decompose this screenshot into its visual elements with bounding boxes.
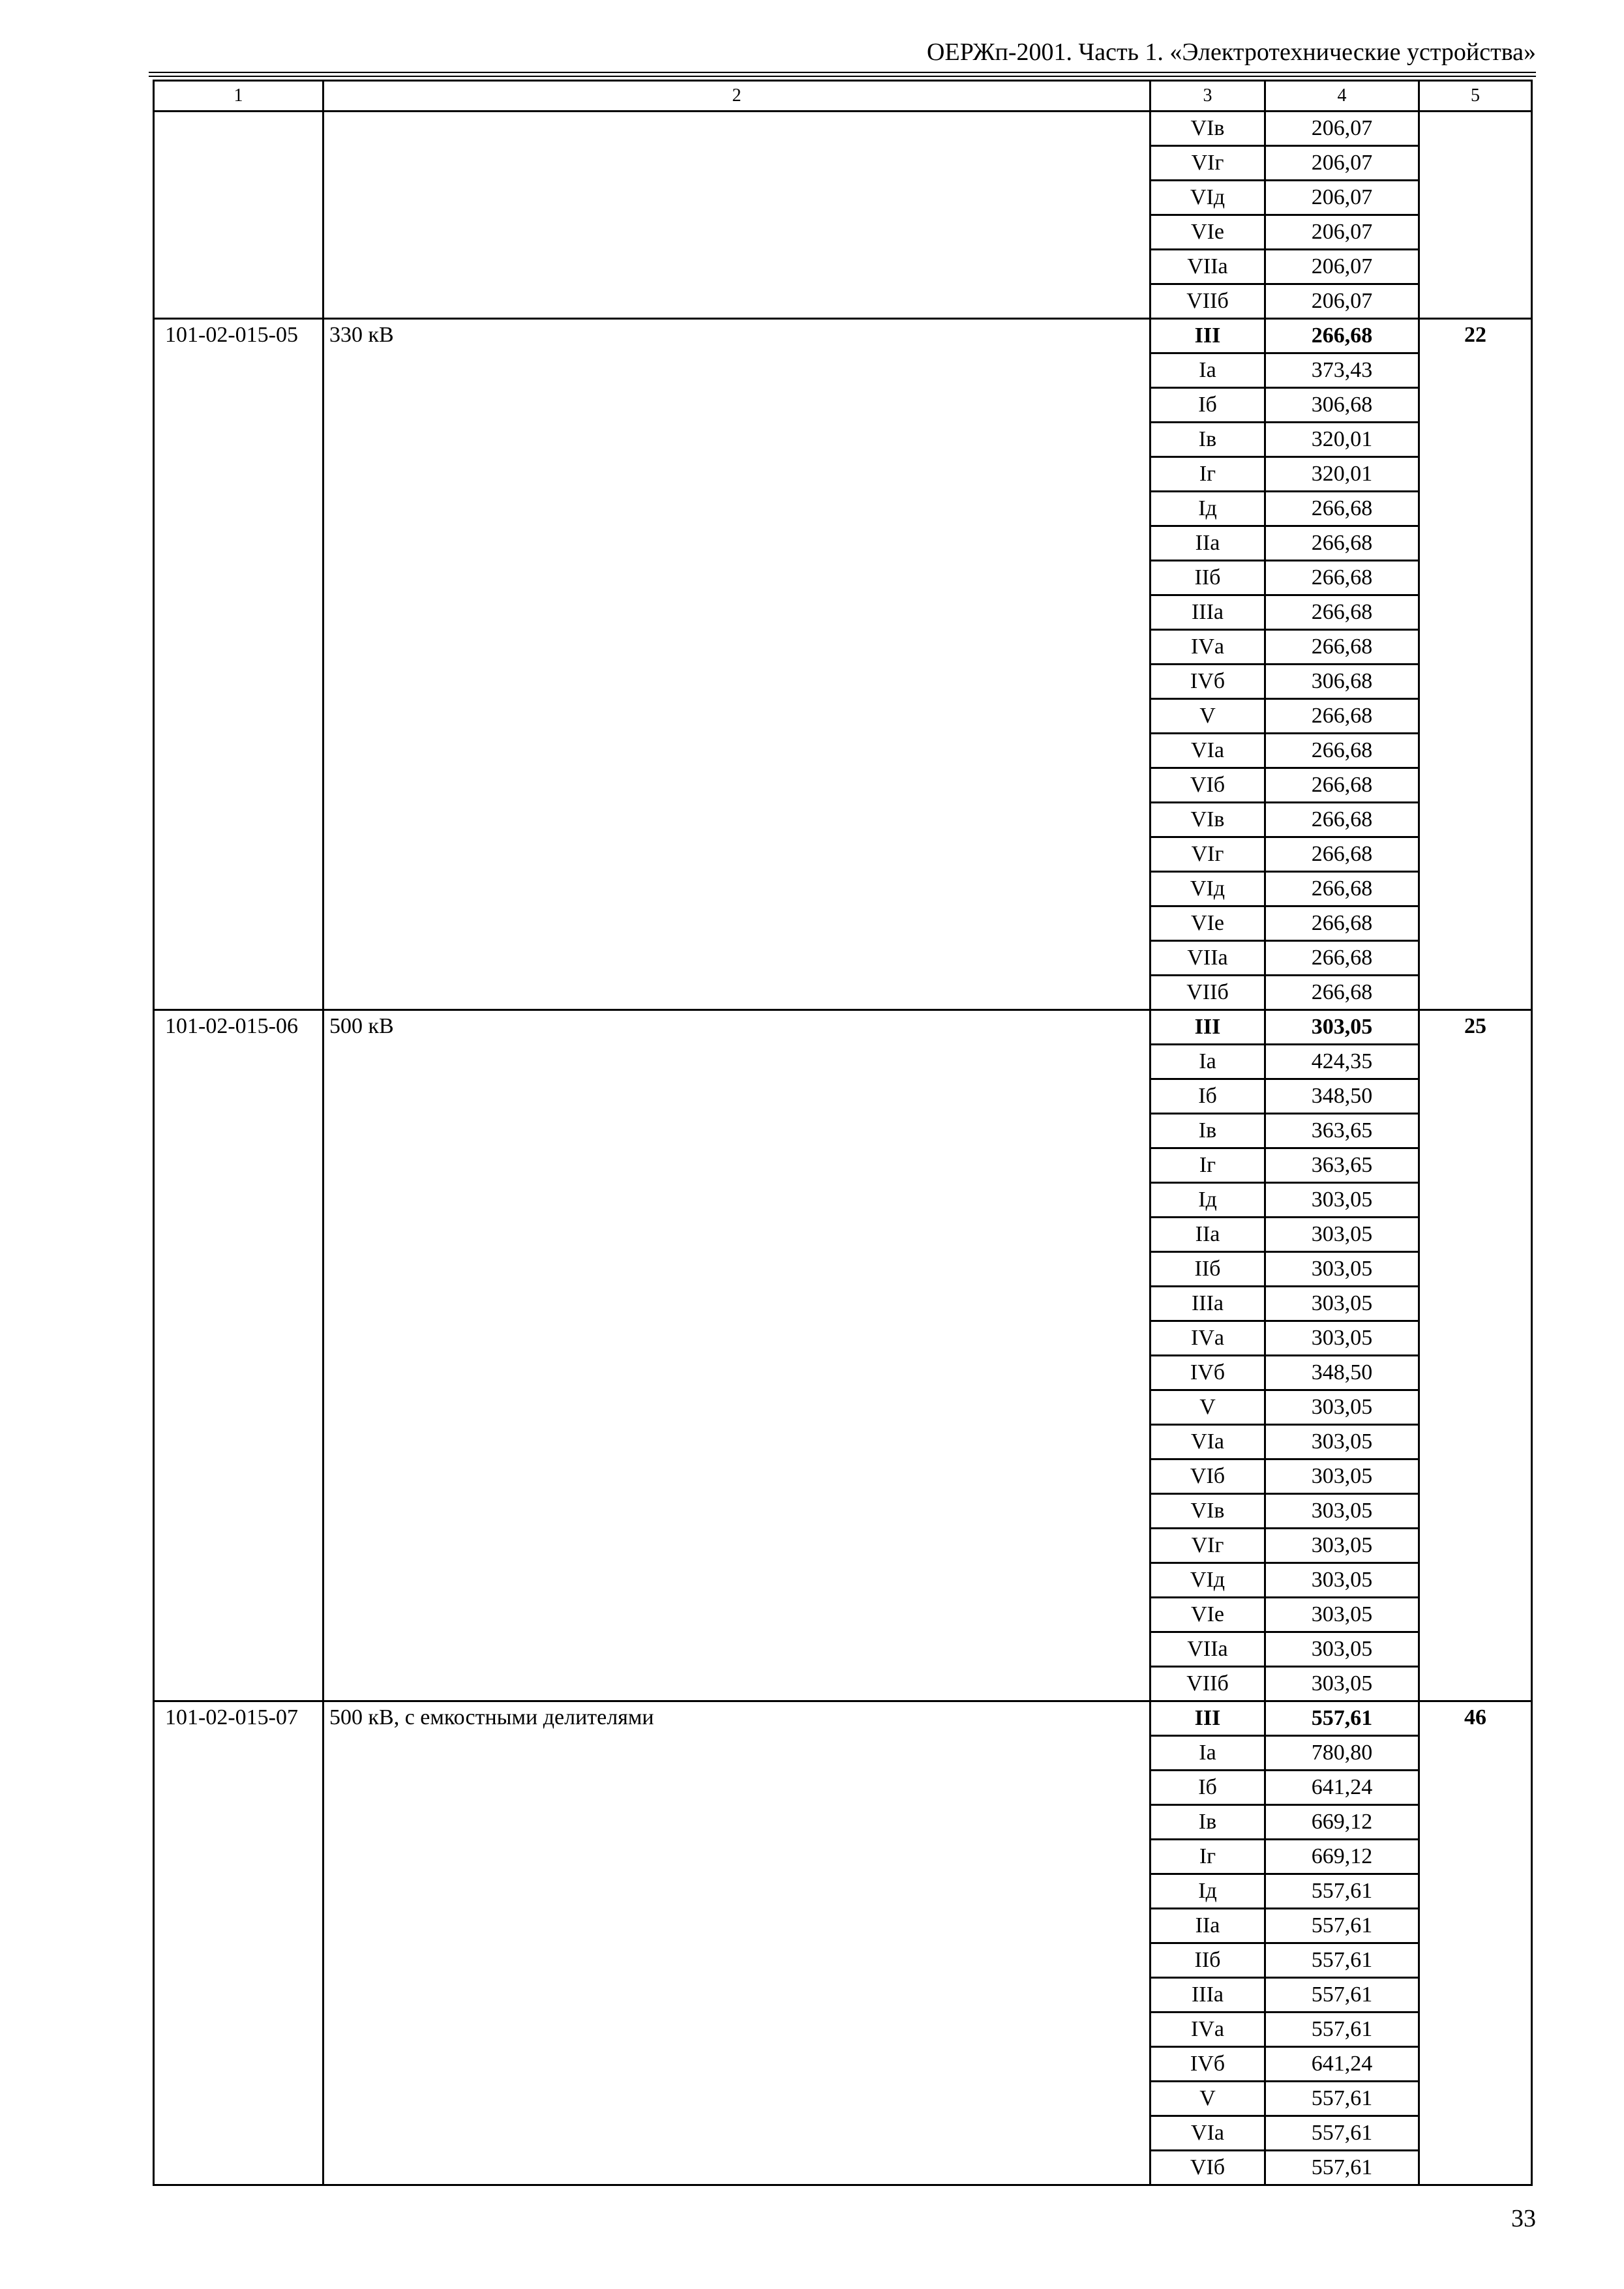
column-number: 1 (154, 81, 323, 112)
cost-value-cell: 303,05 (1265, 1390, 1419, 1425)
zone-cell: VIб (1150, 768, 1265, 803)
zone-cell: VIб (1150, 2151, 1265, 2185)
zone-cell: IIа (1150, 1218, 1265, 1252)
zone-cell: VIIб (1150, 1667, 1265, 1701)
zone-cell: V (1150, 1390, 1265, 1425)
zone-cell: VIIб (1150, 976, 1265, 1010)
zone-cell: IIIа (1150, 595, 1265, 630)
cost-value-cell: 303,05 (1265, 1218, 1419, 1252)
cost-value-cell: 266,68 (1265, 803, 1419, 837)
price-table (153, 80, 1533, 2186)
zone-cell: Iа (1150, 1736, 1265, 1771)
work-name-cell: 500 кВ (323, 1010, 1150, 1701)
table-row (154, 112, 1532, 146)
zone-cell: IIа (1150, 526, 1265, 561)
cost-value-cell: 303,05 (1265, 1252, 1419, 1287)
zone-cell: IIб (1150, 1252, 1265, 1287)
zone-cell: Iд (1150, 1874, 1265, 1909)
work-name-cell: 330 кВ (323, 319, 1150, 1010)
zone-cell: VIе (1150, 906, 1265, 941)
cost-value-cell: 266,68 (1265, 526, 1419, 561)
header-rule-double (149, 76, 1536, 77)
zone-cell: IVб (1150, 2047, 1265, 2082)
cost-value-cell: 266,68 (1265, 976, 1419, 1010)
zone-cell: IVб (1150, 665, 1265, 699)
cost-value-cell: 363,65 (1265, 1114, 1419, 1148)
column-number: 2 (323, 81, 1150, 112)
zone-cell: VIе (1150, 1598, 1265, 1632)
table-row (154, 1701, 1532, 1736)
zone-cell: III (1150, 1010, 1265, 1045)
zone-cell: Iа (1150, 353, 1265, 388)
column-number: 5 (1419, 81, 1532, 112)
cost-value-cell: 303,05 (1265, 1321, 1419, 1356)
cost-value-cell: 303,05 (1265, 1425, 1419, 1459)
zone-cell: Iв (1150, 423, 1265, 457)
cost-value-cell: 557,61 (1265, 1701, 1419, 1736)
cost-value-cell: 348,50 (1265, 1079, 1419, 1114)
cost-value-cell: 373,43 (1265, 353, 1419, 388)
cost-value-cell: 320,01 (1265, 423, 1419, 457)
cost-value-cell: 266,68 (1265, 319, 1419, 353)
cost-value-cell: 303,05 (1265, 1183, 1419, 1218)
cost-value-cell: 669,12 (1265, 1840, 1419, 1874)
cost-value-cell: 306,68 (1265, 388, 1419, 423)
zone-cell: IVа (1150, 630, 1265, 665)
zone-cell: VIе (1150, 215, 1265, 250)
cost-value-cell: 206,07 (1265, 181, 1419, 215)
zone-cell: VIг (1150, 837, 1265, 872)
price-code-cell: 101-02-015-07 (154, 1701, 323, 2185)
zone-cell: VIа (1150, 1425, 1265, 1459)
zone-cell: VIг (1150, 1529, 1265, 1563)
header-rule (149, 72, 1536, 73)
zone-cell: IIIа (1150, 1287, 1265, 1321)
zone-cell: Iд (1150, 492, 1265, 526)
cost-value-cell: 557,61 (1265, 1978, 1419, 2012)
zone-cell: Iб (1150, 1771, 1265, 1805)
zone-cell: VIг (1150, 146, 1265, 181)
zone-cell: Iа (1150, 1045, 1265, 1079)
zone-cell: V (1150, 699, 1265, 734)
zone-cell: IIб (1150, 1943, 1265, 1978)
zone-cell: Iд (1150, 1183, 1265, 1218)
price-code-cell: 101-02-015-05 (154, 319, 323, 1010)
zone-cell: IIа (1150, 1909, 1265, 1943)
zone-cell: VIб (1150, 1459, 1265, 1494)
cost-value-cell: 266,68 (1265, 492, 1419, 526)
cost-value-cell: 266,68 (1265, 734, 1419, 768)
cost-value-cell: 206,07 (1265, 284, 1419, 319)
column-number-row (154, 81, 1532, 112)
cost-value-cell: 348,50 (1265, 1356, 1419, 1390)
cost-value-cell: 557,61 (1265, 1909, 1419, 1943)
cost-value-cell: 303,05 (1265, 1632, 1419, 1667)
column-number: 4 (1265, 81, 1419, 112)
work-name-cell: 500 кВ, с емкостными делителями (323, 1701, 1150, 2185)
cost-value-cell: 303,05 (1265, 1563, 1419, 1598)
zone-cell: VIд (1150, 872, 1265, 906)
cost-value-cell: 266,68 (1265, 561, 1419, 595)
zone-cell: III (1150, 319, 1265, 353)
cost-value-cell: 206,07 (1265, 215, 1419, 250)
zone-cell: Iг (1150, 1840, 1265, 1874)
table-row (154, 1010, 1532, 1045)
zone-cell: VIIа (1150, 250, 1265, 284)
cost-value-cell: 557,61 (1265, 2151, 1419, 2185)
cost-value-cell: 303,05 (1265, 1667, 1419, 1701)
zone-cell: VIд (1150, 181, 1265, 215)
cost-value-cell: 780,80 (1265, 1736, 1419, 1771)
cost-value-cell: 557,61 (1265, 2012, 1419, 2047)
work-name-cell (323, 112, 1150, 319)
cost-value-cell: 303,05 (1265, 1598, 1419, 1632)
zone-cell: IIIа (1150, 1978, 1265, 2012)
price-table-body (154, 81, 1532, 2185)
price-code-cell (154, 112, 323, 319)
cost-value-cell: 303,05 (1265, 1287, 1419, 1321)
cost-value-cell: 303,05 (1265, 1529, 1419, 1563)
zone-cell: Iб (1150, 388, 1265, 423)
zone-cell: VIIа (1150, 1632, 1265, 1667)
cost-value-cell: 266,68 (1265, 595, 1419, 630)
column-5-cell: 46 (1419, 1701, 1532, 2185)
zone-cell: IVа (1150, 2012, 1265, 2047)
zone-cell: VIв (1150, 112, 1265, 146)
zone-cell: IIб (1150, 561, 1265, 595)
cost-value-cell: 363,65 (1265, 1148, 1419, 1183)
cost-value-cell: 266,68 (1265, 768, 1419, 803)
zone-cell: Iг (1150, 457, 1265, 492)
zone-cell: VIа (1150, 2116, 1265, 2151)
zone-cell: VIIб (1150, 284, 1265, 319)
cost-value-cell: 266,68 (1265, 872, 1419, 906)
cost-value-cell: 206,07 (1265, 146, 1419, 181)
cost-value-cell: 266,68 (1265, 837, 1419, 872)
cost-value-cell: 557,61 (1265, 2082, 1419, 2116)
zone-cell: Iб (1150, 1079, 1265, 1114)
cost-value-cell: 266,68 (1265, 941, 1419, 976)
cost-value-cell: 557,61 (1265, 1874, 1419, 1909)
cost-value-cell: 206,07 (1265, 250, 1419, 284)
cost-value-cell: 306,68 (1265, 665, 1419, 699)
page-header-title: ОЕРЖп-2001. Часть 1. «Электротехнические устройства» (927, 38, 1536, 66)
cost-value-cell: 641,24 (1265, 2047, 1419, 2082)
column-number: 3 (1150, 81, 1265, 112)
cost-value-cell: 303,05 (1265, 1494, 1419, 1529)
column-5-cell (1419, 112, 1532, 319)
zone-cell: VIIа (1150, 941, 1265, 976)
cost-value-cell: 424,35 (1265, 1045, 1419, 1079)
price-code-cell: 101-02-015-06 (154, 1010, 323, 1701)
zone-cell: IVа (1150, 1321, 1265, 1356)
zone-cell: Iг (1150, 1148, 1265, 1183)
cost-value-cell: 669,12 (1265, 1805, 1419, 1840)
cost-value-cell: 641,24 (1265, 1771, 1419, 1805)
cost-value-cell: 303,05 (1265, 1459, 1419, 1494)
zone-cell: IVб (1150, 1356, 1265, 1390)
cost-value-cell: 320,01 (1265, 457, 1419, 492)
zone-cell: VIд (1150, 1563, 1265, 1598)
zone-cell: VIв (1150, 803, 1265, 837)
zone-cell: VIв (1150, 1494, 1265, 1529)
zone-cell: V (1150, 2082, 1265, 2116)
zone-cell: Iв (1150, 1805, 1265, 1840)
page-number: 33 (1511, 2205, 1536, 2232)
cost-value-cell: 557,61 (1265, 2116, 1419, 2151)
cost-value-cell: 557,61 (1265, 1943, 1419, 1978)
zone-cell: III (1150, 1701, 1265, 1736)
column-5-cell: 22 (1419, 319, 1532, 1010)
cost-value-cell: 206,07 (1265, 112, 1419, 146)
cost-value-cell: 266,68 (1265, 630, 1419, 665)
column-5-cell: 25 (1419, 1010, 1532, 1701)
cost-value-cell: 266,68 (1265, 699, 1419, 734)
zone-cell: Iв (1150, 1114, 1265, 1148)
zone-cell: VIа (1150, 734, 1265, 768)
cost-value-cell: 266,68 (1265, 906, 1419, 941)
cost-value-cell: 303,05 (1265, 1010, 1419, 1045)
table-row (154, 319, 1532, 353)
